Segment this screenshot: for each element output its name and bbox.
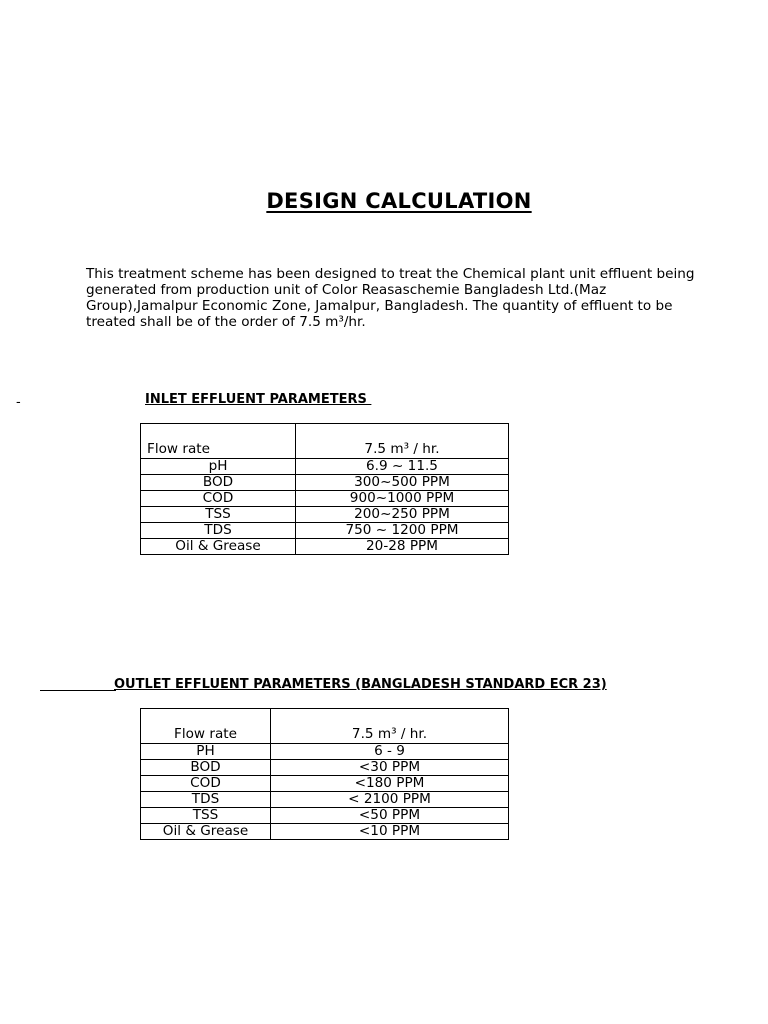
parameter-value: <30 PPM bbox=[271, 760, 509, 776]
table-row bbox=[141, 792, 509, 808]
parameter-value: <50 PPM bbox=[271, 808, 509, 824]
table-row bbox=[141, 539, 509, 555]
parameter-name: Oil & Grease bbox=[141, 539, 296, 555]
table-row bbox=[141, 824, 509, 840]
table-row bbox=[141, 776, 509, 792]
heading-underline-rule bbox=[40, 690, 116, 691]
stray-dash-mark: - bbox=[16, 395, 21, 410]
parameter-name: Flow rate bbox=[141, 424, 296, 459]
parameter-value: 900~1000 PPM bbox=[296, 491, 509, 507]
table-row bbox=[141, 507, 509, 523]
parameter-name: TSS bbox=[141, 808, 271, 824]
table-row bbox=[141, 424, 509, 459]
table-row bbox=[141, 808, 509, 824]
parameter-name: TDS bbox=[141, 523, 296, 539]
table-row bbox=[141, 491, 509, 507]
parameter-name: Oil & Grease bbox=[141, 824, 271, 840]
parameter-value: 300~500 PPM bbox=[296, 475, 509, 491]
parameter-value: 20-28 PPM bbox=[296, 539, 509, 555]
parameter-name: BOD bbox=[141, 760, 271, 776]
parameter-name: TDS bbox=[141, 792, 271, 808]
parameter-value: 7.5 m³ / hr. bbox=[296, 424, 509, 459]
table-row bbox=[141, 744, 509, 760]
document-title: DESIGN CALCULATION bbox=[266, 189, 532, 213]
parameter-value: <180 PPM bbox=[271, 776, 509, 792]
parameter-name: PH bbox=[141, 744, 271, 760]
table-row bbox=[141, 459, 509, 475]
inlet-parameters-table bbox=[140, 423, 509, 555]
outlet-parameters-table bbox=[140, 708, 509, 840]
parameter-name: Flow rate bbox=[141, 709, 271, 744]
parameter-value: 750 ~ 1200 PPM bbox=[296, 523, 509, 539]
parameter-name: pH bbox=[141, 459, 296, 475]
inlet-parameters-heading: INLET EFFLUENT PARAMETERS bbox=[145, 392, 372, 407]
table-row bbox=[141, 709, 509, 744]
parameter-name: COD bbox=[141, 776, 271, 792]
parameter-value: 6.9 ~ 11.5 bbox=[296, 459, 509, 475]
parameter-value: 200~250 PPM bbox=[296, 507, 509, 523]
parameter-value: < 2100 PPM bbox=[271, 792, 509, 808]
parameter-name: COD bbox=[141, 491, 296, 507]
parameter-value: 7.5 m³ / hr. bbox=[271, 709, 509, 744]
outlet-parameters-heading: OUTLET EFFLUENT PARAMETERS (BANGLADESH STANDARD ECR 23) bbox=[114, 677, 607, 692]
parameter-value: <10 PPM bbox=[271, 824, 509, 840]
table-row bbox=[141, 523, 509, 539]
table-row bbox=[141, 475, 509, 491]
parameter-value: 6 - 9 bbox=[271, 744, 509, 760]
parameter-name: TSS bbox=[141, 507, 296, 523]
intro-paragraph: This treatment scheme has been designed to treat the Chemical plant unit effluent being generated from production unit of Color Reasaschemie Bangladesh Ltd.(Maz Group),Jamalpur Economic Zone, Jamalpur, Bangladesh. The quantity of effluent to be treated shall be of the order of 7.5 m³/hr. bbox=[86, 266, 695, 330]
parameter-name: BOD bbox=[141, 475, 296, 491]
table-row bbox=[141, 760, 509, 776]
